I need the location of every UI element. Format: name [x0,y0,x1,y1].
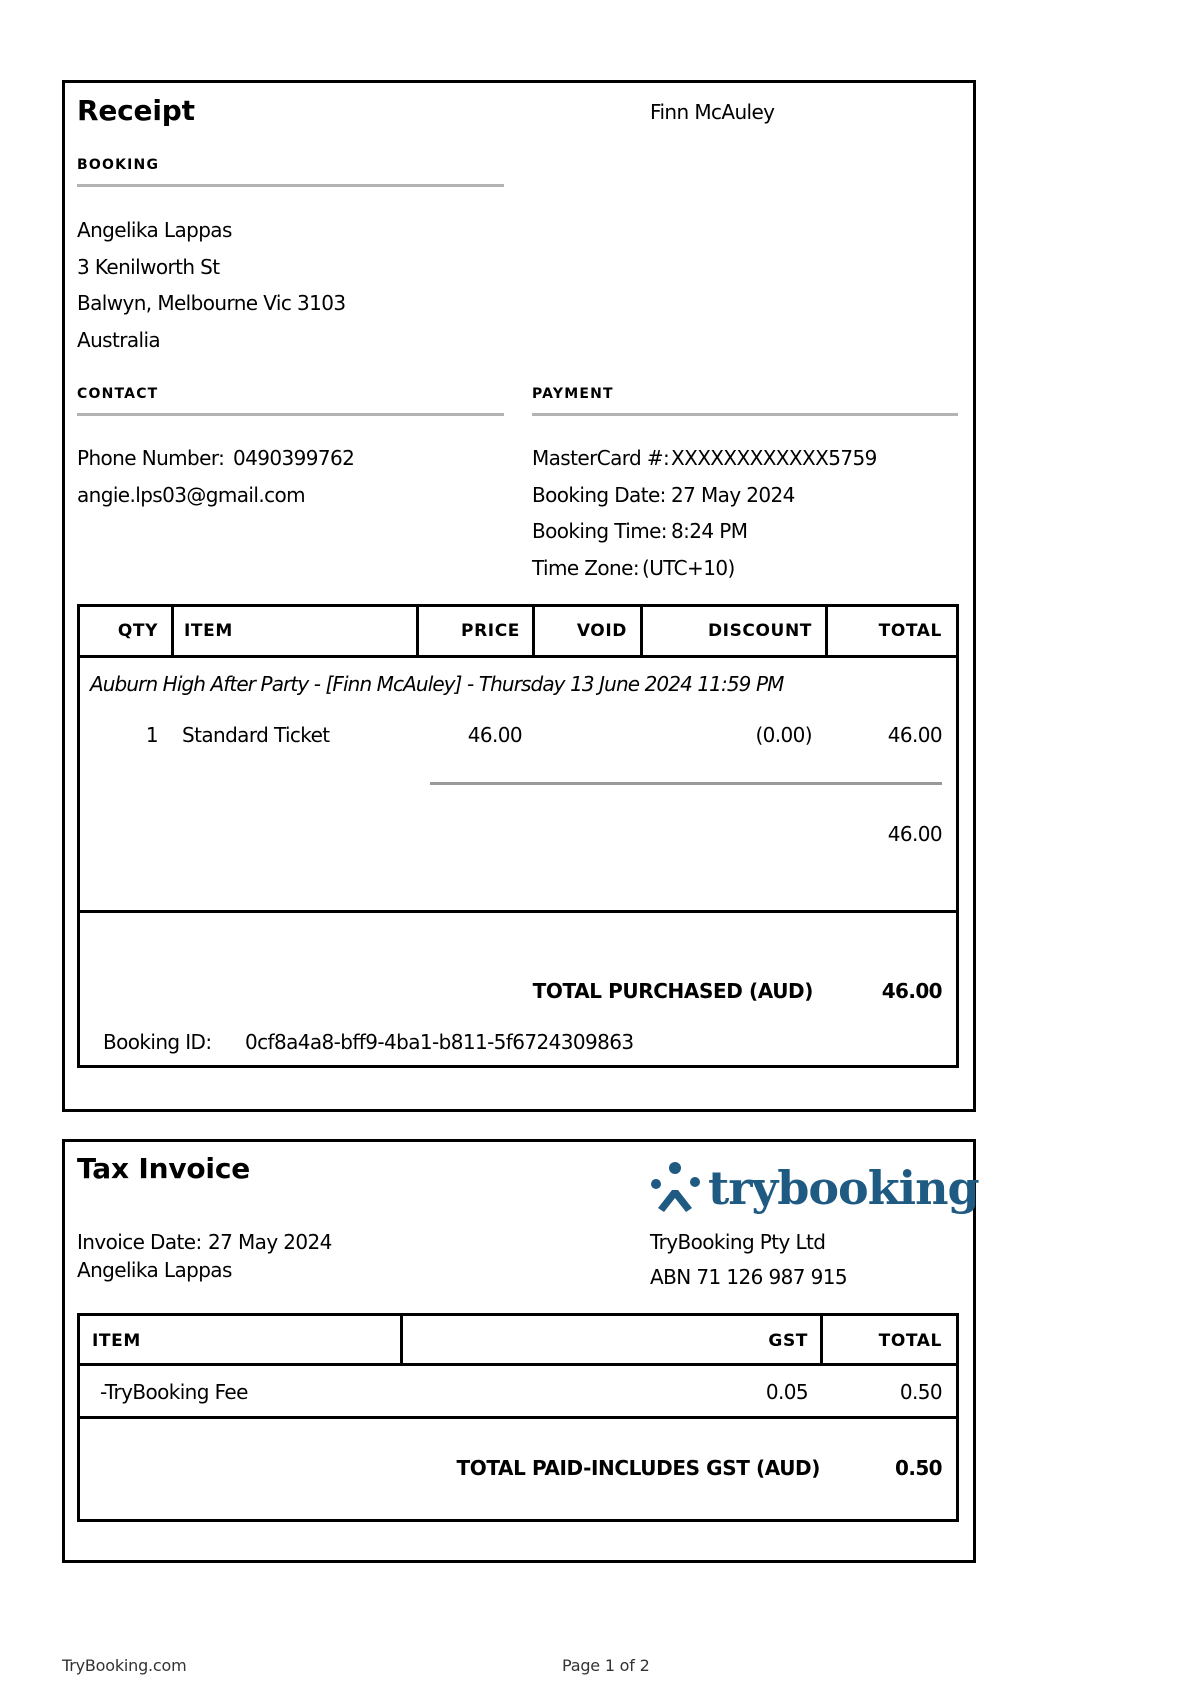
address-line-name: Angelika Lappas [77,218,232,242]
row-price: 46.00 [467,723,522,747]
card-label: MasterCard #: [532,446,670,470]
address-line-city: Balwyn, Melbourne Vic 3103 [77,291,346,315]
email-value: angie.lps03@gmail.com [77,483,305,507]
event-description: Auburn High After Party - [Finn McAuley] - Thursday 13 June 2024 11:59 PM [90,672,784,696]
footer-site: TryBooking.com [62,1656,187,1675]
header-void: VOID [576,621,627,641]
booking-id-value: 0cf8a4a8-bff9-4ba1-b811-5f6724309863 [245,1030,634,1054]
phone-label: Phone Number: [77,446,225,470]
payment-divider [532,413,958,416]
header-qty: QTY [117,621,158,641]
invoice-row-total: 0.50 [899,1380,942,1404]
customer-name: Finn McAuley [650,100,775,124]
header-total: TOTAL [878,621,942,641]
trybooking-logo [648,1160,979,1220]
header-item: ITEM [184,621,233,641]
booking-date-value: 27 May 2024 [671,483,795,507]
company-name: TryBooking Pty Ltd [650,1230,826,1254]
col-divider-void [640,604,643,656]
contact-divider [77,413,504,416]
total-purchased-label: TOTAL PURCHASED (AUD) [532,979,813,1003]
row-qty: 1 [145,723,158,747]
col-divider-qty [171,604,174,656]
tax-invoice-title: Tax Invoice [77,1152,251,1185]
header-discount: DISCOUNT [707,621,812,641]
invoice-col-divider-gst [820,1313,823,1365]
col-divider-discount [825,604,828,656]
time-zone-value: (UTC+10) [642,556,735,580]
invoice-header-total: TOTAL [878,1331,942,1351]
time-zone-label: Time Zone: [532,556,639,580]
invoice-row-item: -TryBooking Fee [100,1380,248,1404]
row-item: Standard Ticket [182,723,330,747]
invoice-table-row-rule [77,1416,959,1419]
card-value: XXXXXXXXXXXX5759 [671,446,877,470]
total-paid-label: TOTAL PAID-INCLUDES GST (AUD) [456,1456,820,1480]
invoice-header-gst: GST [768,1331,808,1351]
invoice-col-divider-item [400,1313,403,1365]
header-price: PRICE [461,621,520,641]
receipt-title: Receipt [77,94,195,127]
col-divider-item [416,604,419,656]
invoice-date-label: Invoice Date: [77,1230,202,1254]
invoice-customer: Angelika Lappas [77,1258,232,1282]
total-paid-value: 0.50 [895,1456,942,1480]
phone-value: 0490399762 [233,446,355,470]
row-discount: (0.00) [755,723,812,747]
booking-time-value: 8:24 PM [671,519,748,543]
col-divider-price [532,604,535,656]
company-abn: ABN 71 126 987 915 [650,1265,847,1289]
invoice-date-value: 27 May 2024 [208,1230,332,1254]
payment-section-heading: PAYMENT [532,386,614,402]
booking-id-label: Booking ID: [103,1030,212,1054]
total-purchased-value: 46.00 [881,979,942,1003]
subtotal-value: 46.00 [887,822,942,846]
invoice-table-header-rule [77,1363,959,1366]
trybooking-logo-icon [648,1160,704,1218]
contact-section-heading: CONTACT [77,386,159,402]
invoice-header-item: ITEM [92,1331,141,1351]
row-total: 46.00 [887,723,942,747]
address-line-country: Australia [77,328,161,352]
subtotal-rule [430,782,942,785]
invoice-row-gst: 0.05 [765,1380,808,1404]
booking-divider [77,184,504,187]
receipt-total-rule [77,910,959,913]
trybooking-logo-wordmark: trybooking [708,1161,979,1215]
booking-date-label: Booking Date: [532,483,666,507]
booking-section-heading: BOOKING [77,157,160,173]
address-line-street: 3 Kenilworth St [77,255,220,279]
footer-page-number: Page 1 of 2 [562,1656,650,1675]
booking-time-label: Booking Time: [532,519,667,543]
